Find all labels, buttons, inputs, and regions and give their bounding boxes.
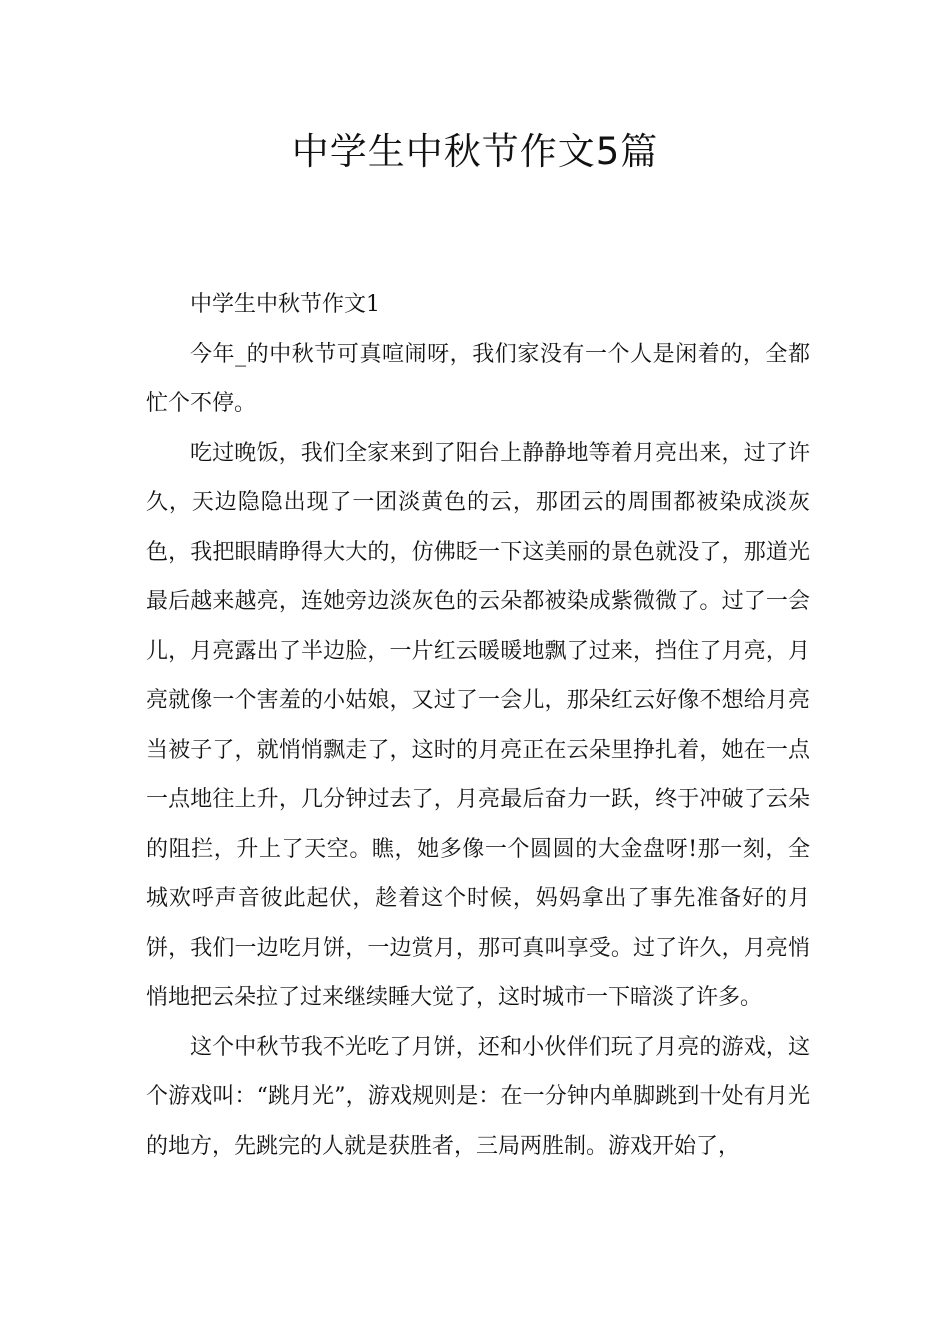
- document-body: [146, 280, 810, 1171]
- section-heading: 中学生中秋节作文1: [190, 292, 380, 317]
- paragraph: 今年_的中秋节可真喧闹呀，我们家没有一个人是闲着的，全都忙个不停。: [146, 341, 810, 416]
- document-title: 中学生中秋节作文5篇: [291, 130, 659, 173]
- paragraph: 这个中秋节我不光吃了月饼，还和小伙伴们玩了月亮的游戏，这个游戏叫：“跳月光”，游戏规则是：在一分钟内单脚跳到十处有月光的地方，先跳完的人就是获胜者，三局两胜制。游戏开始了，: [146, 1034, 810, 1159]
- paragraph: 吃过晚饭，我们全家来到了阳台上静静地等着月亮出来，过了许久，天边隐隐出现了一团淡黄色的云，那团云的周围都被染成淡灰色，我把眼睛睁得大大的，仿佛眨一下这美丽的景色就没了，那道光最后越来越亮，连她旁边淡灰色的云朵都被染成紫微微了。过了一会儿，月亮露出了半边脸，一片红云暖暖地飘了过来，挡住了月亮，月亮就像一个害羞的小姑娘，又过了一会儿，那朵红云好像不想给月亮当被子了，就悄悄飘走了，这时的月亮正在云朵里挣扎着，她在一点一点地往上升，几分钟过去了，月亮最后奋力一跃，终于冲破了云朵的阻拦，升上了天空。瞧，她多像一个圆圆的大金盘呀!那一刻，全城欢呼声音彼此起伏，趁着这个时候，妈妈拿出了事先准备好的月饼，我们一边吃月饼，一边赏月，那可真叫享受。过了许久，月亮悄悄地把云朵拉了过来继续睡大觉了，这时城市一下暗淡了许多。: [146, 440, 810, 1010]
